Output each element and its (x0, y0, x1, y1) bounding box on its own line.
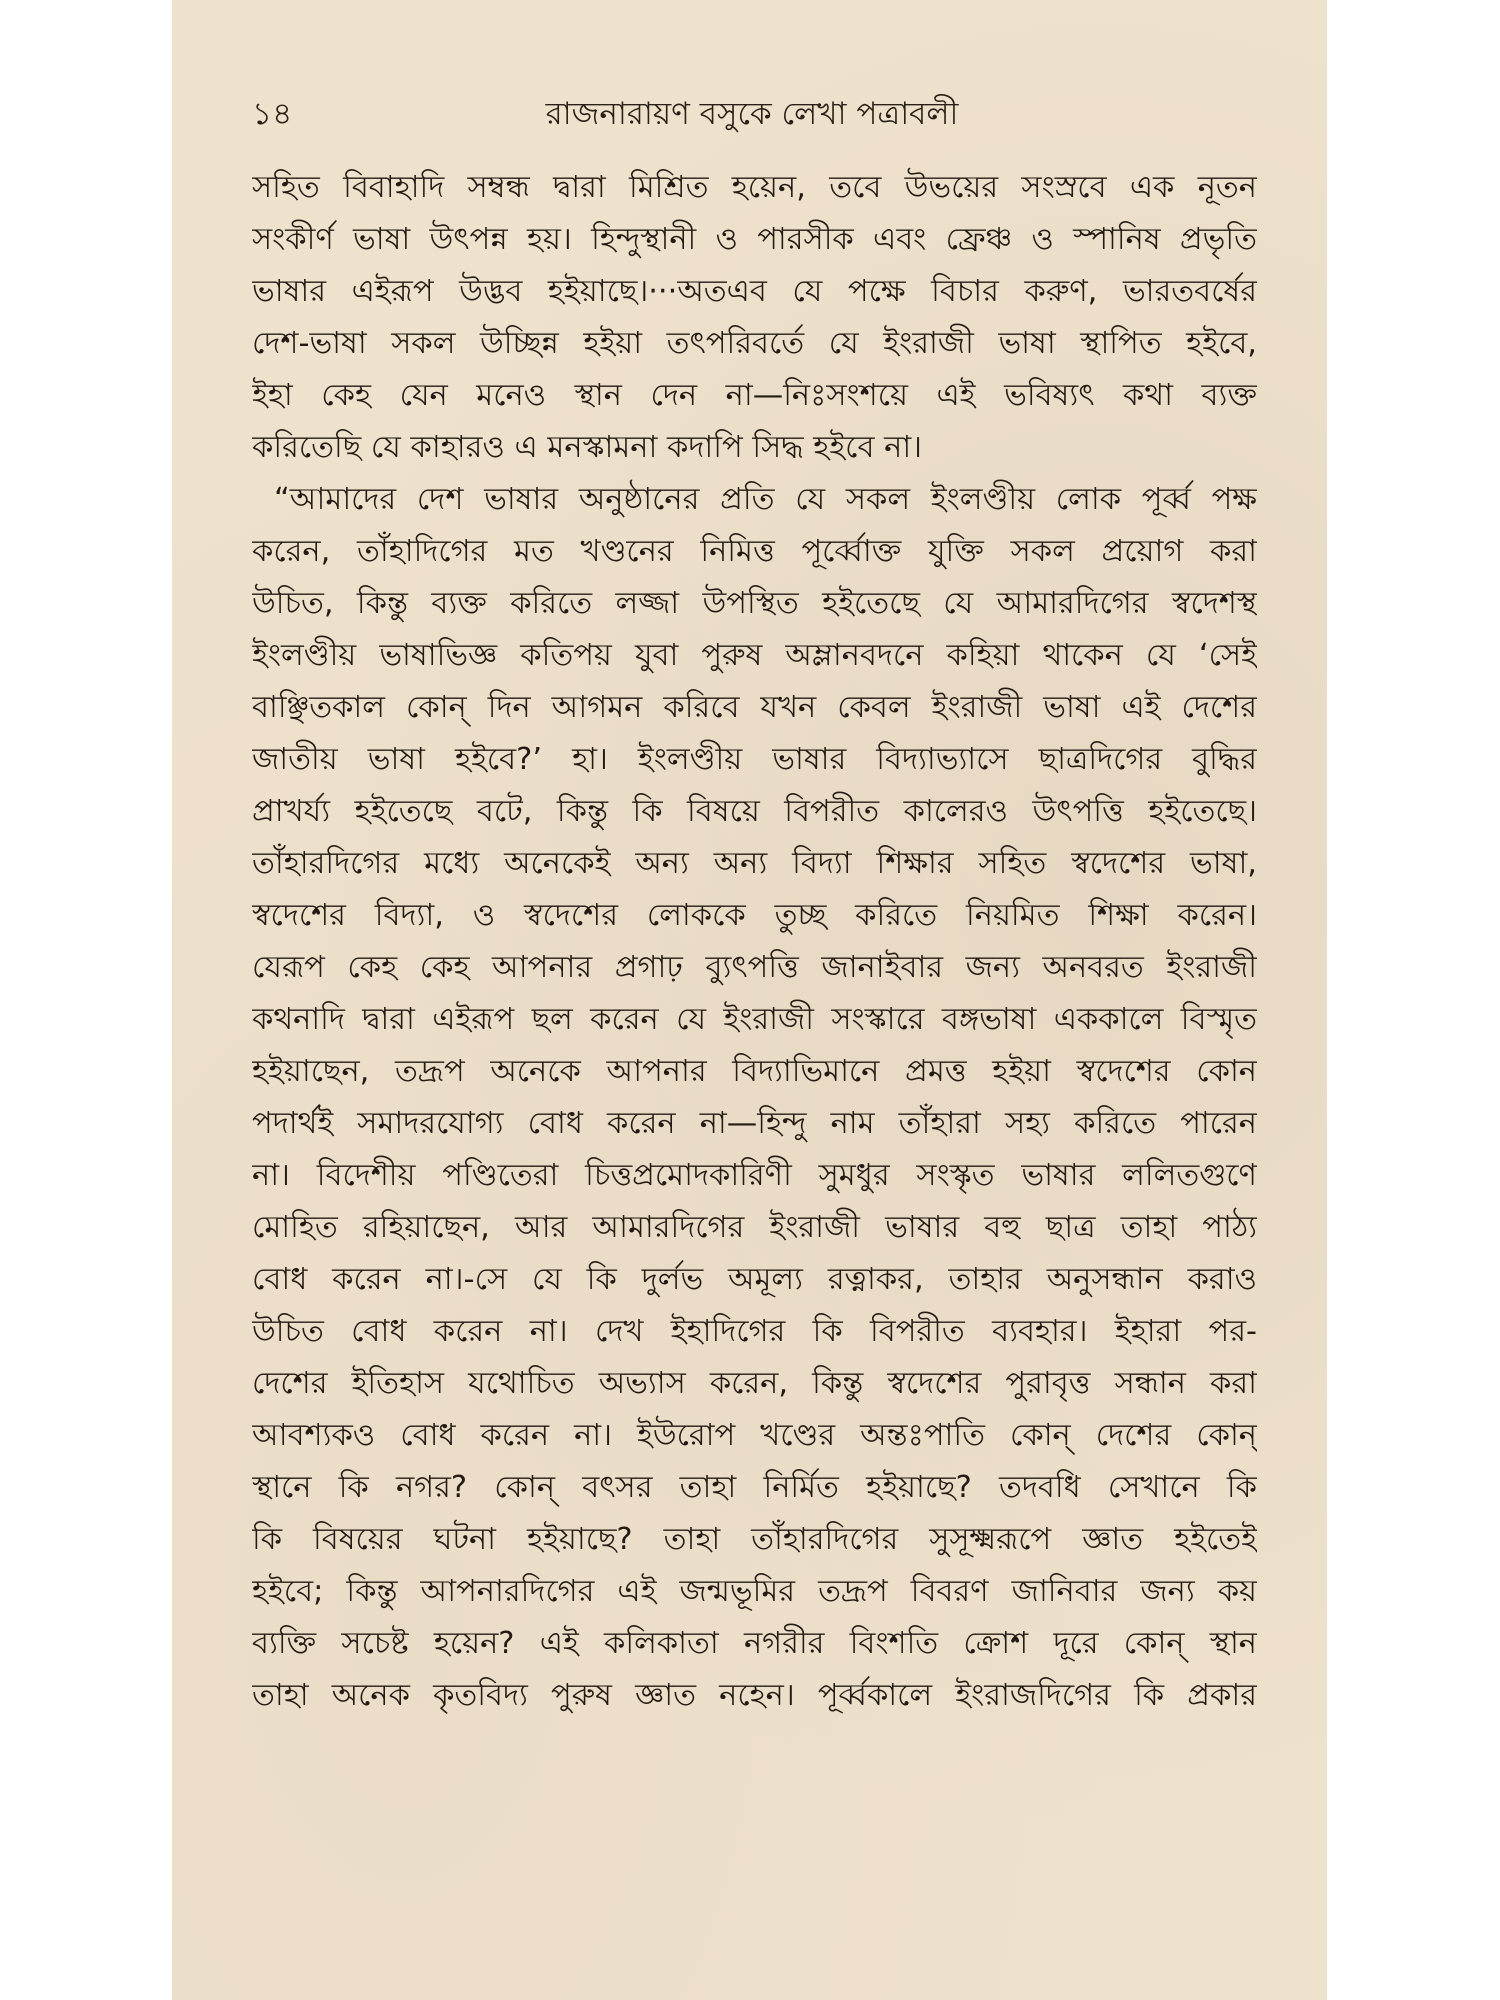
text-line: ব্যক্তি সচেষ্ট হয়েন? এই কলিকাতা নগরীর বিংশতি ক্রোশ দূরে কোন্ স্থান (252, 1626, 1257, 1661)
text-line: উচিত, কিন্তু ব্যক্ত করিতে লজ্জা উপস্থিত হইতেছে যে আমারদিগের স্বদেশস্থ (252, 586, 1257, 621)
text-line: হইয়াছেন, তদ্রূপ অনেকে আপনার বিদ্যাভিমানে প্রমত্ত হইয়া স্বদেশের কোন (252, 1054, 1257, 1089)
text-line: স্থানে কি নগর? কোন্ বৎসর তাহা নির্মিত হইয়াছে? তদবধি সেখানে কি (252, 1470, 1257, 1505)
text-line: না। বিদেশীয় পণ্ডিতেরা চিত্তপ্রমোদকারিণী সুমধুর সংস্কৃত ভাষার ললিতগুণে (252, 1158, 1257, 1193)
text-line: করিতেছি যে কাহারও এ মনস্কামনা কদাপি সিদ্ধ হইবে না। (252, 430, 923, 465)
text-line: বোধ করেন না।-সে যে কি দুর্লভ অমূল্য রত্নাকর, তাহার অনুসন্ধান করাও (252, 1262, 1257, 1297)
book-page (172, 0, 1327, 2000)
text-line: বাঞ্ছিতকাল কোন্ দিন আগমন করিবে যখন কেবল ইংরাজী ভাষা এই দেশের (252, 690, 1257, 725)
text-line: যেরূপ কেহ কেহ আপনার প্রগাঢ় ব্যুৎপত্তি জানাইবার জন্য অনবরত ইংরাজী (252, 950, 1257, 985)
text-line: তাঁহারদিগের মধ্যে অনেকেই অন্য অন্য বিদ্যা শিক্ষার সহিত স্বদেশের ভাষা, (252, 846, 1257, 881)
text-line: ইংলণ্ডীয় ভাষাভিজ্ঞ কতিপয় যুবা পুরুষ অম্লানবদনে কহিয়া থাকেন যে ‘সেই (252, 638, 1257, 673)
text-line: উচিত বোধ করেন না। দেখ ইহাদিগের কি বিপরীত ব্যবহার। ইহারা পর- (252, 1314, 1257, 1349)
text-line: সহিত বিবাহাদি সম্বন্ধ দ্বারা মিশ্রিত হয়েন, তবে উভয়ের সংস্রবে এক নূতন (252, 170, 1257, 205)
text-line: ইহা কেহ যেন মনেও স্থান দেন না—নিঃসংশয়ে এই ভবিষ্যৎ কথা ব্যক্ত (252, 378, 1257, 413)
text-line: তাহা অনেক কৃতবিদ্য পুরুষ জ্ঞাত নহেন। পূর্ব্বকালে ইংরাজদিগের কি প্রকার (252, 1678, 1257, 1713)
text-line: মোহিত রহিয়াছেন, আর আমারদিগের ইংরাজী ভাষার বহু ছাত্র তাহা পাঠ্য (252, 1210, 1257, 1245)
text-line: করেন, তাঁহাদিগের মত খণ্ডনের নিমিত্ত পূর্ব্বোক্ত যুক্তি সকল প্রয়োগ করা (252, 534, 1257, 569)
page-header (252, 90, 1252, 134)
text-line: প্রাখর্য্য হইতেছে বটে, কিন্তু কি বিষয়ে বিপরীত কালেরও উৎপত্তি হইতেছে। (252, 794, 1257, 829)
text-line: দেশ-ভাষা সকল উচ্ছিন্ন হইয়া তৎপরিবর্তে যে ইংরাজী ভাষা স্থাপিত হইবে, (252, 326, 1257, 361)
body-text (252, 162, 1257, 1982)
text-line: দেশের ইতিহাস যথোচিত অভ্যাস করেন, কিন্তু স্বদেশের পুরাবৃত্ত সন্ধান করা (252, 1366, 1257, 1401)
text-line: কথনাদি দ্বারা এইরূপ ছল করেন যে ইংরাজী সংস্কারে বঙ্গভাষা এককালে বিস্মৃত (252, 1002, 1257, 1037)
text-line: ভাষার এইরূপ উদ্ভব হইয়াছে।···অতএব যে পক্ষে বিচার করুণ, ভারতবর্ষের (252, 274, 1257, 309)
running-title: রাজনারায়ণ বসুকে লেখা পত্রাবলী (545, 96, 959, 132)
text-line: কি বিষয়ের ঘটনা হইয়াছে? তাহা তাঁহারদিগের সুসূক্ষ্মরূপে জ্ঞাত হইতেই (252, 1522, 1257, 1557)
text-line: পদার্থই সমাদরযোগ্য বোধ করেন না—হিন্দু নাম তাঁহারা সহ্য করিতে পারেন (252, 1106, 1257, 1141)
text-line: সংকীর্ণ ভাষা উৎপন্ন হয়। হিন্দুস্থানী ও পারসীক এবং ফ্রেঞ্চ ও স্পানিষ প্রভৃতি (252, 222, 1257, 257)
text-line: স্বদেশের বিদ্যা, ও স্বদেশের লোককে তুচ্ছ করিতে নিয়মিত শিক্ষা করেন। (252, 898, 1257, 933)
page-number: ১৪ (252, 96, 293, 132)
text-line: হইবে; কিন্তু আপনারদিগের এই জন্মভূমির তদ্রূপ বিবরণ জানিবার জন্য কয় (252, 1574, 1257, 1609)
text-line: “আমাদের দেশ ভাষার অনুষ্ঠানের প্রতি যে সকল ইংলণ্ডীয় লোক পূর্ব্ব পক্ষ (274, 482, 1257, 517)
text-line: জাতীয় ভাষা হইবে?’ হা। ইংলণ্ডীয় ভাষার বিদ্যাভ্যাসে ছাত্রদিগের বুদ্ধির (252, 742, 1257, 777)
text-line: আবশ্যকও বোধ করেন না। ইউরোপ খণ্ডের অন্তঃপাতি কোন্ দেশের কোন্ (252, 1418, 1257, 1453)
